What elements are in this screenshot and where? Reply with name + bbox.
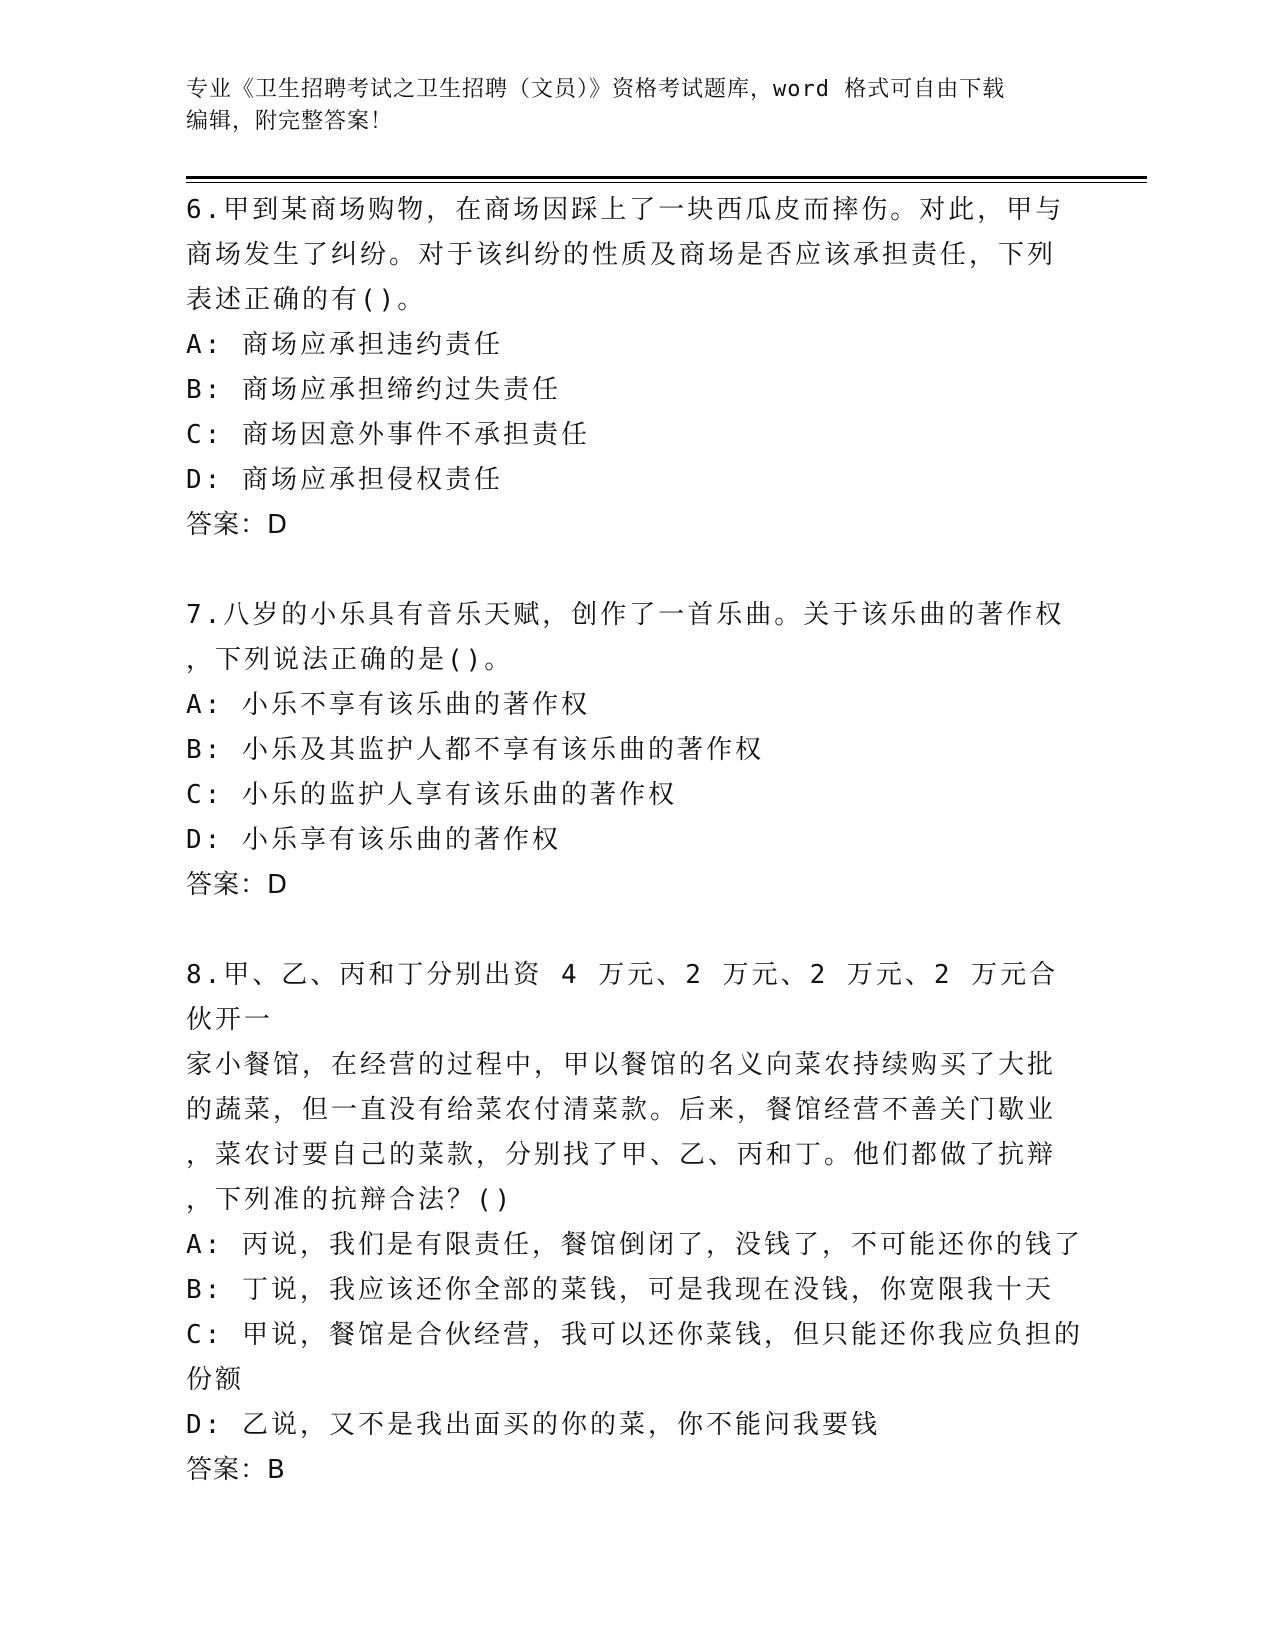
answer-label: 答案：B (186, 1455, 286, 1485)
header-rule-thick (186, 176, 1147, 179)
question-7 (186, 593, 1086, 908)
option-c: C: 甲说，餐馆是合伙经营，我可以还你菜钱，但只能还你我应负担的 (186, 1320, 1083, 1350)
question-stem-line: 8.甲、乙、丙和丁分别出资 4 万元、2 万元、2 万元、2 万元合伙开一 (186, 960, 1059, 1035)
option-b: B: 丁说，我应该还你全部的菜钱，可是我现在没钱，你宽限我十天 (186, 1275, 1054, 1305)
question-8 (186, 953, 1086, 1493)
question-stem-line: 的蔬菜，但一直没有给菜农付清菜款。后来，餐馆经营不善关门歇业 (186, 1095, 1057, 1125)
question-stem-line: 表述正确的有()。 (186, 285, 427, 315)
option-a: A: 小乐不享有该乐曲的著作权 (186, 690, 590, 720)
question-stem-line: ，菜农讨要自己的菜款，分别找了甲、乙、丙和丁。他们都做了抗辩 (186, 1140, 1057, 1170)
question-stem-line: 6.甲到某商场购物，在商场因踩上了一块西瓜皮而摔伤。对此，甲与 (186, 195, 1065, 225)
option-a: A: 丙说，我们是有限责任，餐馆倒闭了，没钱了，不可能还你的钱了 (186, 1230, 1083, 1260)
option-d: D: 乙说，又不是我出面买的你的菜，你不能问我要钱 (186, 1410, 880, 1440)
option-b: B: 商场应承担缔约过失责任 (186, 375, 561, 405)
question-stem-line: ，下列说法正确的是()。 (186, 645, 514, 675)
answer-label: 答案：D (186, 870, 289, 900)
question-stem-line: 家小餐馆，在经营的过程中，甲以餐馆的名义向菜农持续购买了大批 (186, 1050, 1057, 1080)
question-6 (186, 188, 1086, 548)
question-stem-line: ，下列准的抗辩合法？() (186, 1185, 514, 1215)
answer-label: 答案：D (186, 510, 289, 540)
question-list (186, 188, 1086, 1538)
option-a: A: 商场应承担违约责任 (186, 330, 503, 360)
header-line-2: 编辑，附完整答案！ (186, 109, 394, 134)
question-stem-line: 7.八岁的小乐具有音乐天赋，创作了一首乐曲。关于该乐曲的著作权 (186, 600, 1065, 630)
option-c: C: 小乐的监护人享有该乐曲的著作权 (186, 780, 677, 810)
option-d: D: 商场应承担侵权责任 (186, 465, 503, 495)
option-c: C: 商场因意外事件不承担责任 (186, 420, 590, 450)
header-line-1: 专业《卫生招聘考试之卫生招聘（文员）》资格考试题库，word 格式可自由下载 (186, 77, 1006, 102)
option-b: B: 小乐及其监护人都不享有该乐曲的著作权 (186, 735, 764, 765)
question-stem-line: 商场发生了纠纷。对于该纠纷的性质及商场是否应该承担责任，下列 (186, 240, 1057, 270)
header-rule-thin (186, 182, 1147, 183)
option-c-continued: 份额 (186, 1365, 245, 1395)
option-d: D: 小乐享有该乐曲的著作权 (186, 825, 561, 855)
document-header (186, 74, 1066, 138)
